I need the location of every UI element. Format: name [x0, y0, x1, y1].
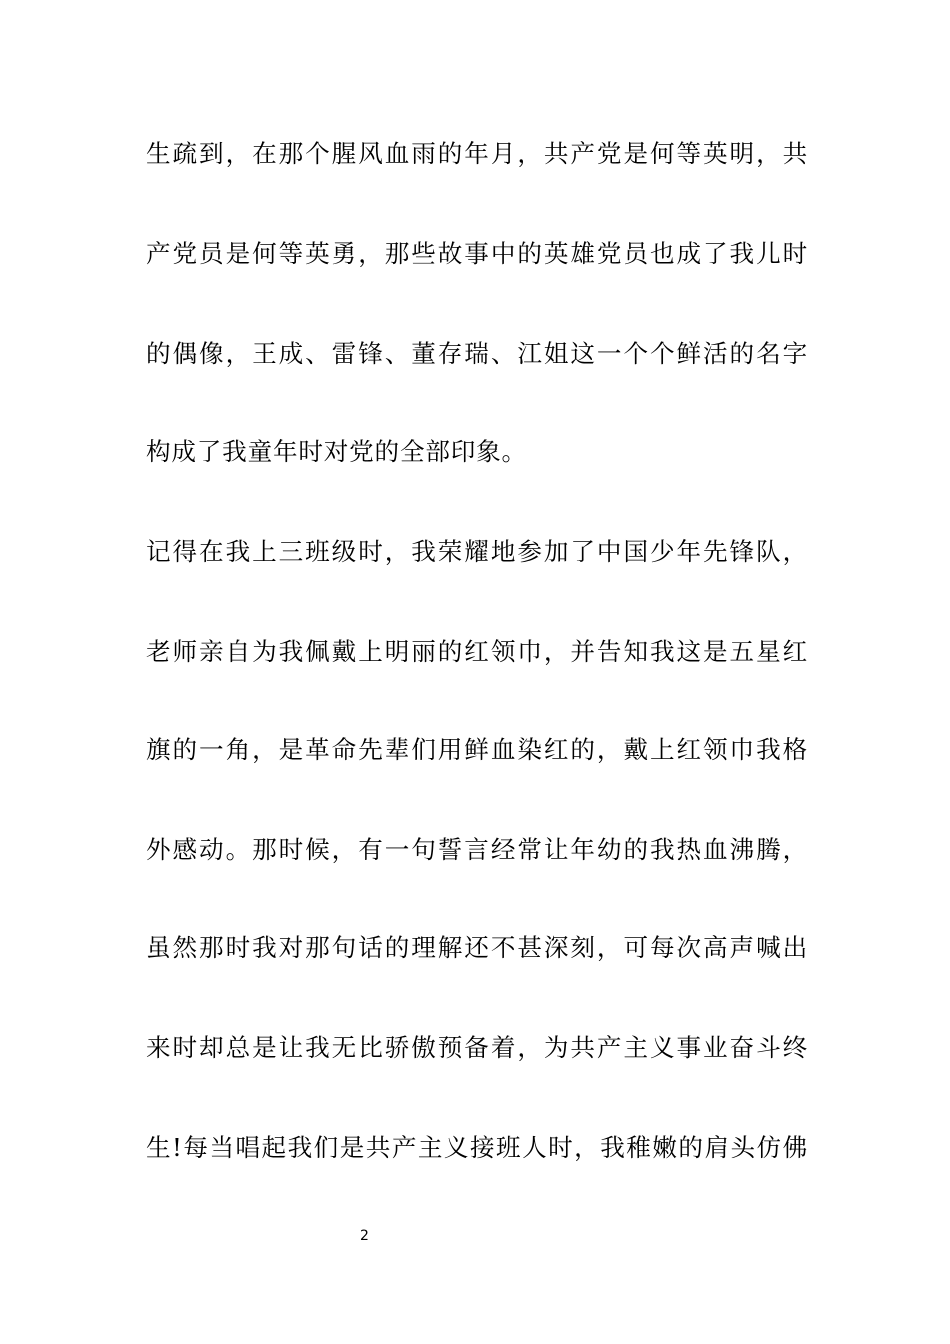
text-line: 的偶像，王成、雷锋、董存瑞、江姐这一个个鲜活的名字 [146, 339, 808, 368]
text-line: 老师亲自为我佩戴上明丽的红领巾，并告知我这是五星红 [146, 637, 808, 666]
text-line: 构成了我童年时对党的全部印象。 [146, 437, 527, 466]
text-line: 来时却总是让我无比骄傲预备着，为共产主义事业奋斗终 [146, 1033, 808, 1062]
text-line: 虽然那时我对那句话的理解还不甚深刻，可每次高声喊出 [146, 933, 808, 962]
text-line: 外感动。那时候，有一句誓言经常让年幼的我热血沸腾， [146, 835, 808, 864]
text-line: 生!每当唱起我们是共产主义接班人时，我稚嫩的肩头仿佛 [146, 1133, 808, 1162]
text-line: 记得在我上三班级时，我荣耀地参加了中国少年先锋队， [146, 537, 808, 566]
text-line: 生疏到，在那个腥风血雨的年月，共产党是何等英明，共 [146, 139, 808, 168]
page-number: 2 [360, 1228, 369, 1244]
text-line: 产党员是何等英勇，那些故事中的英雄党员也成了我儿时 [146, 239, 808, 268]
text-line: 旗的一角，是革命先辈们用鲜血染红的，戴上红领巾我格 [146, 735, 808, 764]
